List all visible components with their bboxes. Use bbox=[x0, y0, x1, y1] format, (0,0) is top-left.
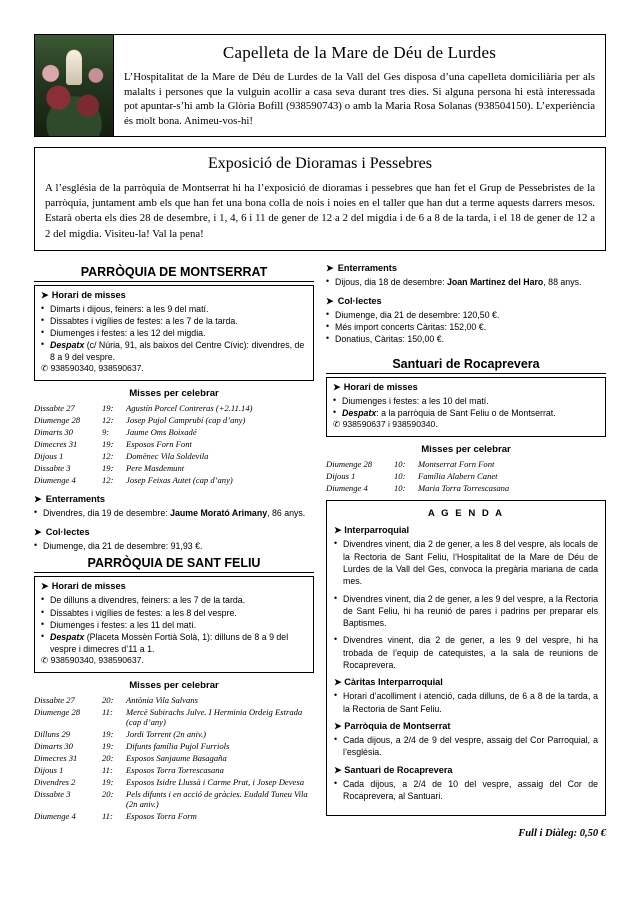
list-item: • Dissabtes i vigílies de festes: a les 7 de la tarda. bbox=[41, 315, 307, 327]
montserrat-horari-list bbox=[41, 303, 307, 375]
table-row: Diumenge 28 11: Mercè Subirachs Julve. I Herminia Ordeig Estrada (cap d’any) bbox=[34, 706, 303, 727]
list-item: • Divendres vinent, dia 2 de gener, a les 9 del vespre, hi ha trobada de l’equip de catequistes, a la sala de reunions de Rocaprevera. bbox=[334, 634, 598, 671]
montserrat-collectes-heading: ➤ Col·lectes bbox=[34, 527, 90, 538]
santfeliu-heading: PARRÒQUIA DE SANT FELIU bbox=[34, 556, 314, 573]
agenda-section-heading: ➤ Santuari de Rocaprevera bbox=[334, 764, 453, 775]
arrow-icon: ➤ bbox=[334, 677, 342, 688]
agenda-section-heading: ➤ Interparroquial bbox=[334, 525, 410, 536]
arrow-icon: ➤ bbox=[334, 764, 342, 775]
montserrat-collectes-list bbox=[34, 540, 314, 552]
despatx-text: (Placeta Mossèn Fortià Solà, 1): dilluns de 8 a 9 del vespre i dimecres d’11 a 1. bbox=[50, 631, 289, 654]
rocaprevera-heading: Santuari de Rocaprevera bbox=[326, 357, 606, 374]
virgin-statue-photo bbox=[35, 35, 114, 136]
santfeliu-horari-heading: ➤ Horari de misses bbox=[41, 581, 126, 592]
montserrat-enterraments-heading: ➤ Enterraments bbox=[34, 494, 105, 505]
santfeliu-schedule-box bbox=[34, 576, 314, 672]
page bbox=[34, 34, 606, 874]
list-item: • Dijous, dia 18 de desembre: Joan Martínez del Haro, 88 anys. bbox=[326, 276, 606, 288]
arrow-icon: ➤ bbox=[333, 382, 341, 393]
list-item: • Cada dijous, a 2/4 de 10 del vespre, assaig del Cor de Rocaprevera, al Santuari. bbox=[334, 778, 598, 803]
arrow-icon: ➤ bbox=[34, 527, 42, 538]
montserrat-horari-heading: ➤ Horari de misses bbox=[41, 289, 126, 300]
montserrat-misses-table bbox=[34, 402, 314, 486]
despatx-text: : a la parròquia de Sant Feliu o de Montserrat. bbox=[376, 408, 556, 419]
montserrat-heading: PARRÒQUIA DE MONTSERRAT bbox=[34, 265, 314, 282]
list-item: • Horari d’acolliment i atenció, cada dilluns, de 6 a 8 de la tarda, a la Rectoria de Sant Feliu. bbox=[334, 690, 598, 715]
agenda-caritas-list bbox=[334, 690, 598, 715]
list-item: • Divendres, dia 19 de desembre: Jaume Morató Arimany, 86 anys. bbox=[34, 507, 314, 519]
capelleta-title: Capelleta de la Mare de Déu de Lurdes bbox=[222, 43, 497, 62]
table-row: Diumenge 4 12: Josep Feixas Autet (cap d’any) bbox=[34, 475, 233, 486]
table-row: Dissabte 27 20: Antònia Vila Salvans bbox=[34, 694, 198, 705]
list-item: • Divendres vinent, dia 2 de gener, a les 9 del vespre, a la Rectoria de Sant Feliu, hi ha reunió de pares i padrins per preparar els Baptismes. bbox=[334, 593, 598, 630]
left-column bbox=[34, 261, 314, 840]
list-item: • Donatius, Càritas: 150,00 €. bbox=[326, 333, 606, 345]
footer-price: Full i Diàleg: 0,50 € bbox=[518, 828, 606, 840]
table-row: Dilluns 29 19: Jordi Torrent (2n aniv.) bbox=[34, 728, 207, 739]
rocaprevera-misses-heading: Misses per celebrar bbox=[421, 444, 511, 456]
table-row: Dijous 1 11: Esposos Torra Torrescasana bbox=[34, 764, 224, 775]
list-item: • Divendres vinent, dia 2 de gener, a les 8 del vespre, als locals de la Rectoria de Sant Feliu, l’Hospitalitat de la Mare de Déu de Lurdes de la Vall del Ges, convoca la pregària mariana de cada mes. bbox=[334, 538, 598, 587]
list-item: • Cada dijous, a 2/4 de 9 del vespre, assaig del Cor Parroquial, a l’església. bbox=[334, 734, 598, 759]
table-row: Dimecres 31 19: Esposos Forn Font bbox=[34, 439, 192, 450]
list-item: • Diumenges i festes: a les 12 del migdia. bbox=[41, 327, 307, 339]
agenda-box bbox=[326, 500, 606, 816]
right-collectes-list bbox=[326, 309, 606, 345]
arrow-icon: ➤ bbox=[41, 581, 49, 592]
arrow-icon: ➤ bbox=[326, 295, 334, 306]
table-row: Dijous 1 10: Família Alabern Canet bbox=[326, 471, 498, 482]
despatx-label: Despatx bbox=[50, 631, 85, 642]
santfeliu-misses-heading: Misses per celebrar bbox=[129, 679, 219, 691]
agenda-rocaprevera-list bbox=[334, 778, 598, 803]
rocaprevera-horari-list bbox=[333, 395, 599, 431]
arrow-icon: ➤ bbox=[334, 721, 342, 732]
agenda-section-heading: ➤ Parròquia de Montserrat bbox=[334, 721, 451, 732]
table-row: Dimarts 30 9: Jaume Oms Boixadé bbox=[34, 427, 197, 438]
montserrat-misses-heading: Misses per celebrar bbox=[129, 388, 219, 400]
table-row: Dissabte 27 19: Agustín Porcel Contreras (+2.11.14) bbox=[34, 403, 253, 414]
rocaprevera-misses-table bbox=[326, 458, 606, 494]
table-row: Diumenge 28 12: Josep Pujol Camprubí (cap d’any) bbox=[34, 415, 246, 426]
list-item: • Diumenge, dia 21 de desembre: 120,50 €. bbox=[326, 309, 606, 321]
table-row: Dijous 1 12: Domènec Vila Soldevila bbox=[34, 451, 209, 462]
columns bbox=[34, 261, 606, 840]
arrow-icon: ➤ bbox=[334, 525, 342, 536]
agenda-montserrat-list bbox=[334, 734, 598, 759]
list-item: • Diumenges i festes: a les 11 del matí. bbox=[41, 619, 307, 631]
right-collectes-heading: ➤ Col·lectes bbox=[326, 295, 382, 306]
table-row: Diumenge 4 10: Maria Torra Torrescasana bbox=[326, 483, 510, 494]
list-item: • Diumenges i festes: a les 10 del matí. bbox=[333, 395, 599, 407]
santfeliu-horari-list bbox=[41, 594, 307, 666]
agenda-title: A G E N D A bbox=[427, 508, 505, 520]
capelleta-box bbox=[34, 34, 606, 137]
list-item bbox=[333, 407, 599, 419]
rocaprevera-horari-heading: ➤ Horari de misses bbox=[333, 382, 418, 393]
list-item: • Dimarts i dijous, feiners: a les 9 del matí. bbox=[41, 303, 307, 315]
arrow-icon: ➤ bbox=[34, 494, 42, 505]
table-row: Dissabte 3 19: Pere Masdemunt bbox=[34, 463, 185, 474]
table-row: Dimecres 31 20: Esposos Sanjaume Basagaña bbox=[34, 752, 227, 763]
rocaprevera-schedule-box bbox=[326, 377, 606, 437]
rocaprevera-phones: ✆ 938590637 i 938590340. bbox=[333, 419, 438, 430]
agenda-interparroquial-list bbox=[334, 538, 598, 671]
montserrat-schedule-box bbox=[34, 285, 314, 381]
right-column bbox=[326, 261, 606, 840]
montserrat-phones: ✆ 938590340, 938590637. bbox=[41, 363, 144, 374]
list-item: • Dissabtes i vigílies de festes: a les 8 del vespre. bbox=[41, 607, 307, 619]
montserrat-enterraments-list bbox=[34, 507, 314, 519]
despatx-text: (c/ Núria, 91, als baixos del Centre Cívic): divendres, de 8 a 9 del vespre. bbox=[50, 340, 305, 363]
right-enterraments-heading: ➤ Enterraments bbox=[326, 262, 397, 273]
agenda-section-heading: ➤ Càritas Interparroquial bbox=[334, 677, 443, 688]
table-row: Diumenge 4 11: Esposos Torra Form bbox=[34, 810, 197, 821]
list-item: • Més import concerts Càritas: 152,00 €. bbox=[326, 321, 606, 333]
exposicio-box bbox=[34, 147, 606, 250]
list-item bbox=[41, 339, 307, 363]
right-enterraments-list bbox=[326, 276, 606, 288]
table-row: Diumenge 28 10: Montserrat Forn Font bbox=[326, 459, 495, 470]
despatx-label: Despatx bbox=[342, 408, 377, 419]
arrow-icon: ➤ bbox=[41, 289, 49, 300]
list-item: • Diumenge, dia 21 de desembre: 91,93 €. bbox=[34, 540, 314, 552]
despatx-label: Despatx bbox=[50, 340, 85, 351]
capelleta-body: L’Hospitalitat de la Mare de Déu de Lurdes de la Vall del Ges disposa d’una capelleta domiciliària per als malalts i persones que la vulguin acollir a casa seva durant tres dies. Si alguna persona hi està interessada pot apuntar-s’hi amb la Glòria Bofill (938590743) o amb la Maria Rosa Solanas (938504150). L’experiència és molt bona. Animeu-vos-hi! bbox=[124, 71, 595, 127]
exposicio-title: Exposició de Dioramas i Pessebres bbox=[208, 155, 432, 173]
santfeliu-phones: ✆ 938590340, 938590637. bbox=[41, 655, 144, 666]
santfeliu-misses-table bbox=[34, 694, 314, 822]
arrow-icon: ➤ bbox=[326, 262, 334, 273]
table-row: Dimarts 30 19: Difunts família Pujol Furriols bbox=[34, 740, 230, 751]
list-item: • De dilluns a divendres, feiners: a les 7 de la tarda. bbox=[41, 594, 307, 606]
table-row: Dissabte 3 20: Pels difunts i en acció de gràcies. Eudald Tuneu Vila (2n aniv.) bbox=[34, 788, 308, 809]
exposicio-body: A l’església de la parròquia de Montserrat hi ha l’exposició de dioramas i pessebres que han fet el Grup de Pessebristes de la parròquia, juntament amb els que han fet una bona colla de nois i noies en el taller que han dut a terme aquests darrers mesos. Estarà oberta els dies 28 de desembre, i 1, 4, 6 i 11 de gener de 12 a 2 del migdia i de 6 a 8 de la tarda, i el 18 de gener de 12 a 2 del migdia. Visiteu-la! Val la pena! bbox=[45, 182, 595, 240]
statue-figure bbox=[66, 51, 82, 85]
list-item bbox=[41, 631, 307, 655]
table-row: Divendres 2 19: Esposos Isidre Llussà i Carme Prat, i Josep Devesa bbox=[34, 776, 304, 787]
